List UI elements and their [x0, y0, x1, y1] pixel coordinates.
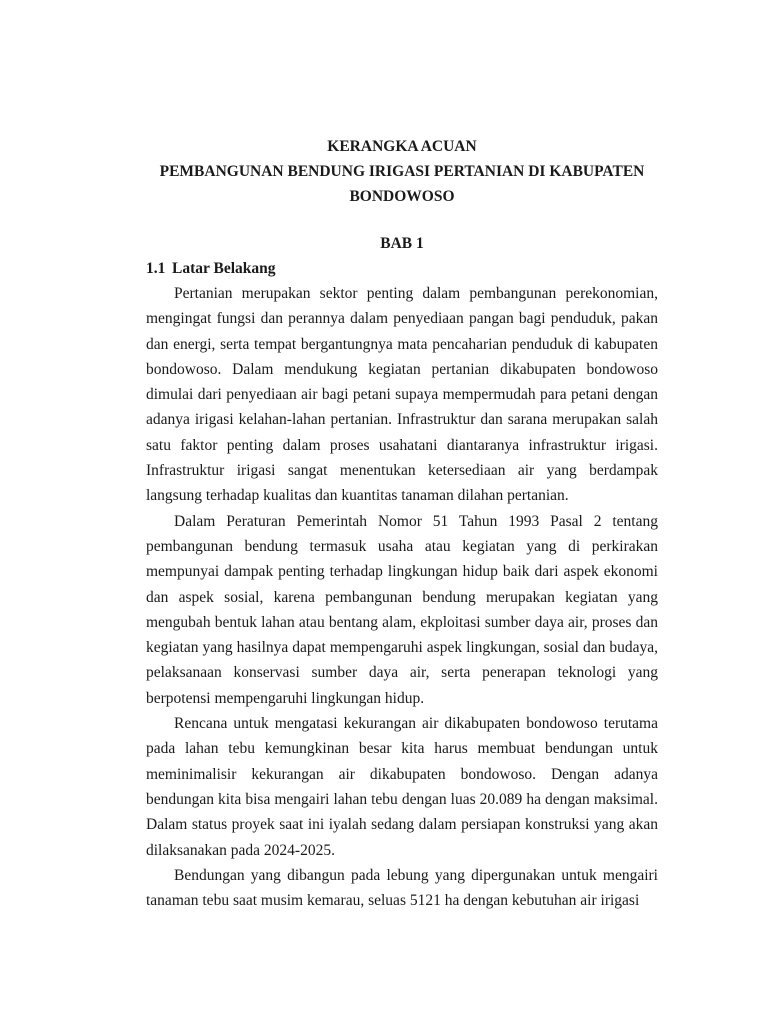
document-title: KERANGKA ACUAN [327, 138, 477, 155]
document-subtitle-line1: PEMBANGUNAN BENDUNG IRIGASI PERTANIAN DI KABUPATEN [159, 163, 645, 180]
chapter-heading: BAB 1 [380, 235, 424, 252]
document-content [146, 134, 658, 913]
paragraph-4: Bendungan yang dibangun pada lebung yang dipergunakan untuk mengairi tanaman tebu saat musim kemarau, seluas 5121 ha dengan kebutuhan air irigasi [146, 866, 658, 910]
paragraph-3: Rencana untuk mengatasi kekurangan air dikabupaten bondowoso terutama pada lahan tebu kemungkinan besar kita harus membuat bendungan untuk meminimalisir kekurangan air dikabupaten bondowoso. Dengan adanya bendungan kita bisa mengairi lahan tebu dengan luas 20.089 ha dengan maksimal. Dalam status proyek saat ini iyalah sedang dalam persiapan konstruksi yang akan dilaksanakan pada 2024-2025. [146, 715, 658, 859]
paragraph-2: Dalam Peraturan Pemerintah Nomor 51 Tahun 1993 Pasal 2 tentang pembangunan bendung termasuk usaha atau kegiatan yang di perkirakan mempunyai dampak penting terhadap lingkungan hidup baik dari aspek ekonomi dan aspek sosial, karena pembangunan bendung merupakan kegiatan yang mengubah bentuk lahan atau bentang alam, ekploitasi sumber daya air, proses dan kegiatan yang hasilnya dapat mempengaruhi aspek lingkungan, sosial dan budaya, pelaksanaan konservasi sumber daya air, serta penerapan teknologi yang berpotensi mempengaruhi lingkungan hidup. [146, 512, 658, 707]
section-title: Latar Belakang [172, 260, 276, 277]
paragraph-1: Pertanian merupakan sektor penting dalam pembangunan perekonomian, mengingat fungsi dan perannya dalam penyediaan pangan bagi penduduk, pakan dan energi, serta tempat bergantungnya mata pencaharian penduduk di kabupaten bondowoso. Dalam mendukung kegiatan pertanian dikabupaten bondowoso dimulai dari penyediaan air bagi petani supaya mempermudah para petani dengan adanya irigasi kelahan-lahan pertanian. Infrastruktur dan sarana merupakan salah satu faktor penting dalam proses usahatani diantaranya infrastruktur irigasi. Infrastruktur irigasi sangat menentukan ketersediaan air yang berdampak langsung terhadap kualitas dan kuantitas tanaman dilahan pertanian. [146, 285, 658, 505]
section-number: 1.1 [146, 260, 166, 277]
section-heading [146, 256, 658, 281]
document-subtitle-line2: BONDOWOSO [349, 188, 455, 205]
